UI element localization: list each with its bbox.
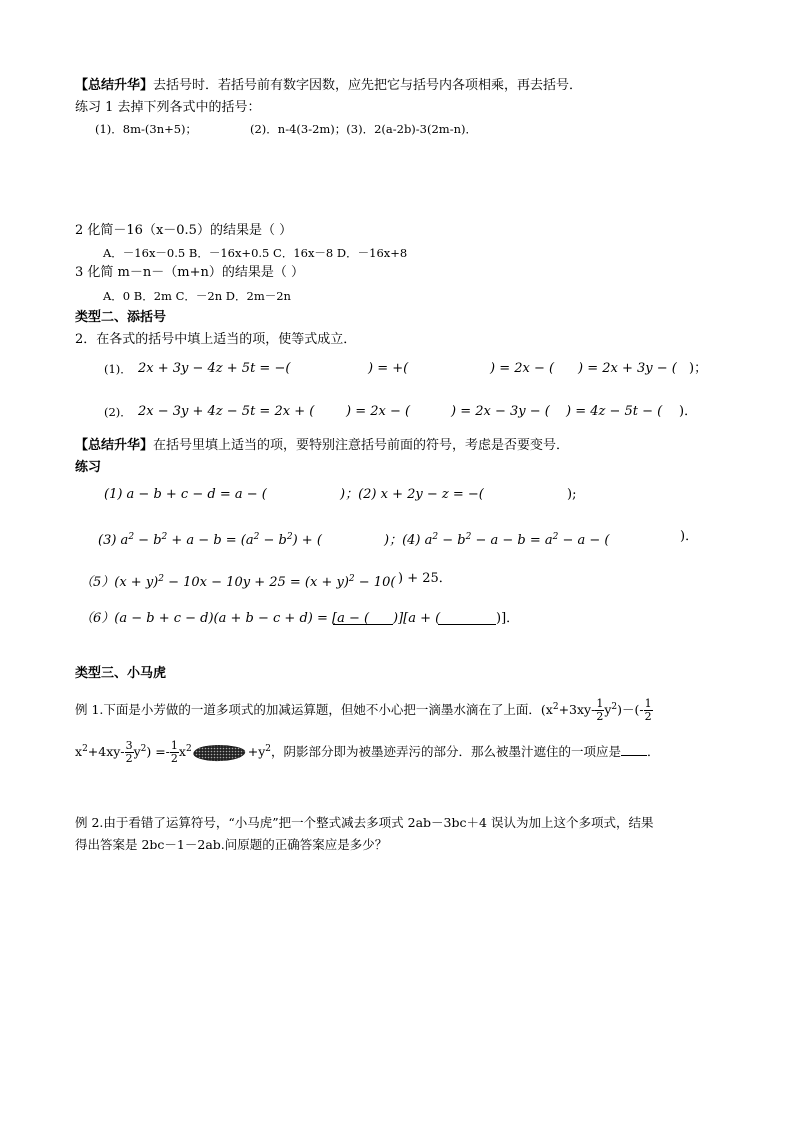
fraction: $\frac{1}{2}$ <box>644 697 652 723</box>
example-1-line-1: 例 1.下面是小芳做的一道多项式的加减运算题，但她不小心把一滴墨水滴在了上面．($x^2+3xy-$ $\frac{1}{2}$ $y^2)-(-$ $\frac{1}{2}$ <box>75 697 652 723</box>
practice-2-row-2 <box>0 528 794 548</box>
equation-part: 2x − 3y + 4z − 5t = 2x + ( <box>138 404 315 419</box>
section-heading-type-3: 类型三、小马虎 <box>75 666 167 681</box>
example-1-line-2: $x^2+4xy-$ $\frac{3}{2}$ $y^2$) =- $\frac{1}{2}$ $x^2 +y^2$，阴影部分即为被墨迹弄污的部分．那么被墨汁遮住的一项应是 ． <box>75 739 660 765</box>
equation-number: (2)． <box>104 405 132 419</box>
ink-blot-icon <box>192 744 248 762</box>
practice-2-title: 练习 <box>75 460 102 475</box>
equation-part-5: $(5)(x + y)^2 - 10x - 10y + 25 = (x + y)^2 - 10$( <box>80 574 396 590</box>
equation-part: ) + 25． <box>398 571 452 586</box>
equation-part: 2x + 3y − 4z + 5t = −( <box>138 361 291 376</box>
fraction: $\frac{3}{2}$ <box>125 739 133 765</box>
equation-part: )]． <box>496 611 520 626</box>
equation-part: ) = 2x − 3y − ( <box>451 404 550 419</box>
equation-part-4: )；(4) $a^2 - b^2 - a - b = a^2 - a$ − ( <box>384 532 610 548</box>
summary-label: 【总结升华】 <box>75 78 154 93</box>
summary-2 <box>75 437 569 455</box>
equation-part: )． <box>679 404 698 419</box>
equation-part: ) = 2x − ( <box>490 361 555 376</box>
equation-2 <box>0 403 794 423</box>
practice-2-row-1 <box>0 486 794 506</box>
example-2-line-2: 得出答案是 2bc－1－2ab.问原题的正确答案应是多少？ <box>75 837 388 852</box>
equation-part: )． <box>680 529 699 544</box>
summary-text: 在括号里填上适当的项，要特别注意括号前面的符号，考虑是否要变号． <box>153 438 570 453</box>
equation-part: )； <box>689 361 708 376</box>
example-2-line-1: 例 2.由于看错了运算符号，“小马虎”把一个整式减去多项式 2ab－3bc＋4 误认为加上这个多项式，结果 <box>75 815 654 830</box>
fraction: $\frac{1}{2}$ <box>170 739 178 765</box>
summary-label: 【总结升华】 <box>75 438 154 453</box>
equation-part: )；(2) x + 2y − z = −( <box>340 487 484 502</box>
equation-part-3: (3) $a^2 - b^2 + a - b = (a^2 - b^2)$ + ( <box>98 532 322 548</box>
question-3-stem: 3 化简 m－n－（m+n）的结果是（ ） <box>75 265 304 280</box>
equation-number: (1)． <box>104 362 132 376</box>
equation-part: ) = 2x − ( <box>346 404 411 419</box>
summary-text: 去括号时．若括号前有数字因数，应先把它与括号内各项相乘，再去括号． <box>153 78 583 93</box>
question-2-options: A．－16x－0.5 B．－16x+0.5 C．16x－8 D．－16x+8 <box>103 246 408 260</box>
question-3-options: A．0 B．2m C．－2n D．2m－2n <box>103 289 291 303</box>
equation-1 <box>0 360 794 380</box>
equation-part: ) = +( <box>368 361 409 376</box>
equation-part: (1) a − b + c − d = a − ( <box>104 487 267 502</box>
summary-1 <box>75 77 582 95</box>
answer-blank[interactable] <box>621 744 647 756</box>
practice-1-item-2: (2)．n-4(3-2m)；(3)．2(a-2b)-3(2m-n)． <box>250 122 477 136</box>
equation-part: ) = 4z − 5t − ( <box>566 404 663 419</box>
practice-2-row-4 <box>0 610 794 630</box>
fraction: $\frac{1}{2}$ <box>596 697 604 723</box>
equation-part: )][a + ( <box>393 611 441 626</box>
practice-1-title: 练习 1 去掉下列各式中的括号： <box>75 100 261 115</box>
practice-2-row-3 <box>0 570 794 590</box>
question-2-stem: 2 化简－16（x－0.5）的结果是（ ） <box>75 223 293 238</box>
answer-blank[interactable] <box>333 612 393 625</box>
practice-1-item-1: (1)．8m-(3n+5)； <box>95 122 198 136</box>
equation-part: ); <box>567 487 577 502</box>
equation-part: ) = 2x + 3y − ( <box>578 361 677 376</box>
type-2-intro: 2．在各式的括号中填上适当的项，使等式成立． <box>75 332 357 347</box>
equation-part: （6）(a − b + c − d)(a + b − c + d) = [a − ( <box>80 611 370 626</box>
section-heading-type-2: 类型二、添括号 <box>75 310 167 325</box>
answer-blank[interactable] <box>438 612 496 625</box>
